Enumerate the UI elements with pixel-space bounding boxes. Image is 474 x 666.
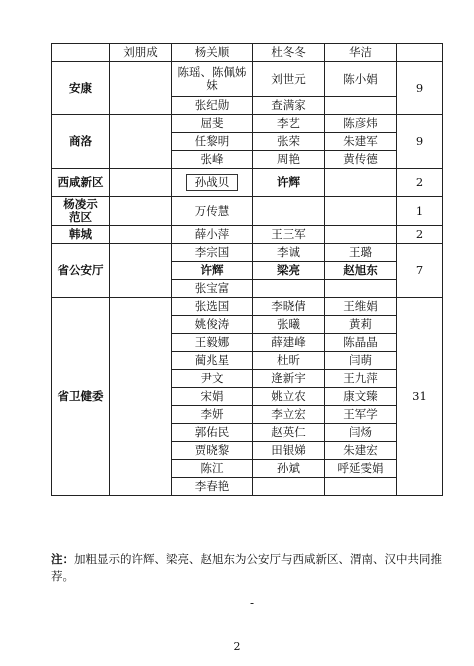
name-cell: 万传慧 [172, 197, 253, 226]
name-cell: 陈江 [172, 460, 253, 478]
name-cell: 赵英仁 [253, 424, 325, 442]
unit-cell-gongan: 省公安厅 [52, 244, 110, 298]
name-cell: 蔺兆星 [172, 352, 253, 370]
table-row [52, 226, 443, 244]
name-cell: 杜冬冬 [253, 44, 325, 62]
count-cell-xixian: 2 [397, 169, 443, 197]
name-cell: 呼延雯娟 [325, 460, 397, 478]
name-cell: 陈小娟 [325, 62, 397, 97]
name-cell: 宋娟 [172, 388, 253, 406]
name-cell [253, 197, 325, 226]
name-cell: 张选国 [172, 298, 253, 316]
name-cell: 尹文 [172, 370, 253, 388]
count-cell-yangling: 1 [397, 197, 443, 226]
name-cell: 王三军 [253, 226, 325, 244]
name-cell [253, 478, 325, 496]
name-cell: 贾晓黎 [172, 442, 253, 460]
page-dash: - [250, 596, 255, 610]
name-cell: 屈斐 [172, 115, 253, 133]
empty-cell [110, 197, 172, 226]
name-cell: 张纪勋 [172, 97, 253, 115]
name-cell: 薛建峰 [253, 334, 325, 352]
name-cell: 王维娟 [325, 298, 397, 316]
footnote [51, 551, 451, 585]
table-row [52, 197, 443, 226]
empty-cell [110, 62, 172, 115]
name-cell-bold: 梁亮 [253, 262, 325, 280]
name-cell: 闫炀 [325, 424, 397, 442]
name-cell: 杨关顺 [172, 44, 253, 62]
name-cell: 康文臻 [325, 388, 397, 406]
name-cell: 李晓倩 [253, 298, 325, 316]
table-row [52, 298, 443, 316]
name-cell [325, 280, 397, 298]
name-cell [325, 478, 397, 496]
name-cell: 朱建军 [325, 133, 397, 151]
table-row [52, 169, 443, 197]
name-cell [325, 169, 397, 197]
name-cell [172, 169, 253, 197]
name-cell-bold: 许辉 [253, 169, 325, 197]
empty-cell [110, 244, 172, 298]
empty-cell [110, 115, 172, 169]
name-cell: 王璐 [325, 244, 397, 262]
name-cell: 任黎明 [172, 133, 253, 151]
name-cell: 王军学 [325, 406, 397, 424]
name-cell: 李妍 [172, 406, 253, 424]
name-cell-bold: 赵旭东 [325, 262, 397, 280]
name-cell: 黄传德 [325, 151, 397, 169]
unit-cell-hancheng: 韩城 [52, 226, 110, 244]
count-cell-ankang: 9 [397, 62, 443, 115]
unit-cell-weijian: 省卫健委 [52, 298, 110, 496]
unit-cell-shangluo: 商洛 [52, 115, 110, 169]
name-cell: 陈晶晶 [325, 334, 397, 352]
name-cell: 闫萌 [325, 352, 397, 370]
name-cell: 李立宏 [253, 406, 325, 424]
name-cell: 杜昕 [253, 352, 325, 370]
name-cell: 华洁 [325, 44, 397, 62]
name-cell: 张宝富 [172, 280, 253, 298]
page-number: 2 [233, 640, 241, 653]
name-cell-bold: 许辉 [172, 262, 253, 280]
name-cell [253, 280, 325, 298]
table-row [52, 44, 443, 62]
name-cell: 郭佑民 [172, 424, 253, 442]
empty-cell [110, 298, 172, 496]
name-cell: 姚俊涛 [172, 316, 253, 334]
empty-cell [110, 226, 172, 244]
table-row [52, 244, 443, 262]
footnote-text: 加粗显示的许辉、梁亮、赵旭东为公安厅与西咸新区、渭南、汉中共同推荐。 [51, 552, 442, 583]
table-row [52, 62, 443, 97]
unit-cell-empty [52, 44, 110, 62]
count-cell-hancheng: 2 [397, 226, 443, 244]
table-row [52, 115, 443, 133]
empty-cell [110, 169, 172, 197]
name-cell: 张曦 [253, 316, 325, 334]
unit-cell-yangling: 杨凌示范区 [52, 197, 110, 226]
name-cell: 周艳 [253, 151, 325, 169]
name-cell: 张峰 [172, 151, 253, 169]
name-cell [325, 97, 397, 115]
name-cell: 逄新宇 [253, 370, 325, 388]
name-cell: 薛小萍 [172, 226, 253, 244]
count-cell-shangluo: 9 [397, 115, 443, 169]
name-cell: 李春艳 [172, 478, 253, 496]
footnote-label: 注： [51, 552, 74, 566]
name-cell: 孙斌 [253, 460, 325, 478]
name-cell: 朱建宏 [325, 442, 397, 460]
count-cell-weijian: 31 [397, 298, 443, 496]
name-cell: 李宗国 [172, 244, 253, 262]
name-cell: 姚立农 [253, 388, 325, 406]
unit-cell-xixian: 西咸新区 [52, 169, 110, 197]
count-cell-gongan: 7 [397, 244, 443, 298]
name-cell: 查满家 [253, 97, 325, 115]
name-cell: 陈彦炜 [325, 115, 397, 133]
count-cell-empty [397, 44, 443, 62]
name-cell: 黄莉 [325, 316, 397, 334]
name-cell: 田银娣 [253, 442, 325, 460]
name-cell: 刘朋成 [110, 44, 172, 62]
unit-cell-ankang: 安康 [52, 62, 110, 115]
name-cell: 刘世元 [253, 62, 325, 97]
name-cell: 王毅娜 [172, 334, 253, 352]
recommendation-table [51, 43, 443, 496]
boxed-name: 孙战贝 [186, 174, 239, 191]
name-cell [325, 197, 397, 226]
name-cell: 李艺 [253, 115, 325, 133]
name-cell: 王九萍 [325, 370, 397, 388]
name-cell: 李诚 [253, 244, 325, 262]
name-cell: 陈瑶、陈佩姊妹 [172, 62, 253, 97]
name-cell: 张荣 [253, 133, 325, 151]
name-cell [325, 226, 397, 244]
